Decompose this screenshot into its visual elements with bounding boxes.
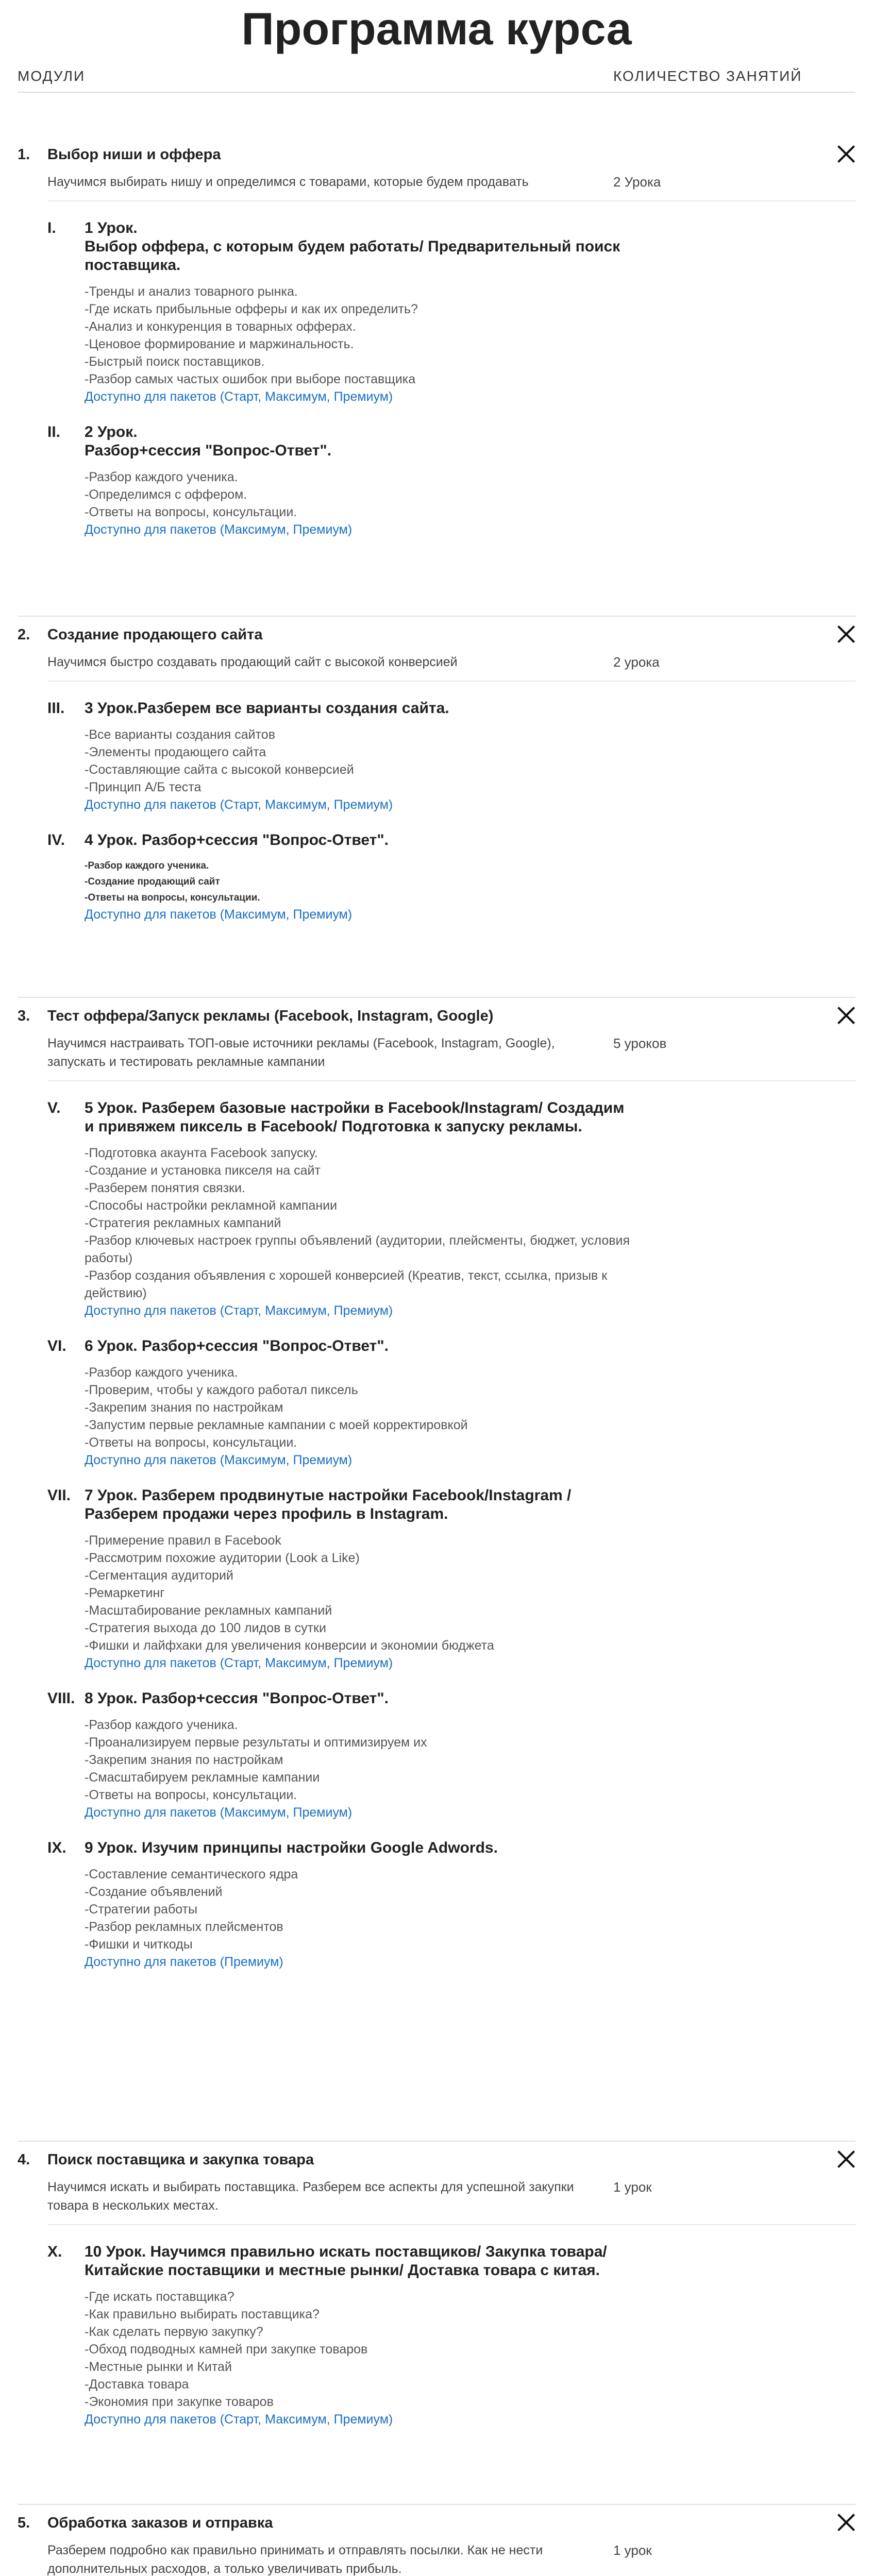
package-availability-link[interactable]: Доступно для пакетов (Старт, Максимум, Премиум)	[85, 389, 393, 404]
module-description-row	[47, 2541, 855, 2576]
lesson-topic: -Запустим первые рекламные кампании с моей корректировкой	[85, 1418, 468, 1432]
lesson	[47, 219, 855, 405]
module-description-row	[47, 653, 855, 682]
close-icon[interactable]	[837, 2150, 855, 2168]
lesson-title-line: 2 Урок.	[85, 423, 138, 440]
lesson-topic: -Быстрый поиск поставщиков.	[85, 354, 265, 369]
lesson-topic: -Стратегии работы	[85, 1902, 198, 1917]
lesson	[47, 699, 855, 814]
lesson-title-line: 7 Урок. Разберем продвинутые настройки Facebook/Instagram / Разберем продажи через профиль в Instagram.	[85, 1487, 572, 1522]
lesson-topic: -Обход подводных камней при закупке товаров	[85, 2342, 368, 2357]
lesson-count: 1 урок	[613, 2179, 652, 2195]
lesson-topic: -Ремаркетинг	[85, 1586, 165, 1600]
lesson-roman-number: IV.	[47, 832, 65, 849]
lesson-title	[85, 1099, 631, 1136]
lesson-topic: -Разберем понятия связки.	[85, 1181, 245, 1195]
module-header[interactable]	[18, 998, 855, 1034]
package-availability-link[interactable]: Доступно для пакетов (Премиум)	[85, 1955, 283, 1969]
lesson-topic: -Способы настройки рекламной кампании	[85, 1198, 338, 1213]
lesson-topic: -Разбор создания объявления с хорошей конверсией (Креатив, текст, ссылка, призыв к действию)	[85, 1268, 608, 1300]
module-2	[18, 616, 855, 923]
lesson-title-line: 4 Урок. Разбор+сессия "Вопрос-Ответ".	[85, 832, 389, 849]
lesson-title	[85, 1839, 631, 1857]
lesson-topic: -Рассмотрим похожие аудитории (Look a Like)	[85, 1551, 360, 1565]
lesson-topic: -Разбор ключевых настроек группы объявлений (аудитории, плейсменты, бюджет, условия работы)	[85, 1233, 630, 1265]
lesson	[47, 1486, 855, 1672]
lesson-topic: -Принцип А/Б теста	[85, 780, 202, 794]
lesson-topic: -Ответы на вопросы, консультации.	[85, 505, 297, 519]
module-1	[18, 137, 855, 538]
lesson-count: 2 урока	[613, 654, 660, 670]
lesson-roman-number: V.	[47, 1099, 61, 1116]
lesson-title-line: Разбор+сессия "Вопрос-Ответ".	[85, 442, 332, 459]
lesson-roman-number: VIII.	[47, 1690, 75, 1707]
lesson-topic: -Элементы продающего сайта	[85, 745, 266, 759]
lesson	[47, 1099, 855, 1319]
module-3	[18, 997, 855, 1971]
lesson-topic: -Местные рынки и Китай	[85, 2360, 232, 2374]
lesson-topic: -Анализ и конкуренция в товарных офферах.	[85, 319, 356, 334]
lesson-topic: -Подготовка акаунта Facebook запуску.	[85, 1146, 318, 1160]
package-availability-link[interactable]: Доступно для пакетов (Максимум, Премиум)	[85, 522, 352, 537]
lesson-title	[85, 1337, 631, 1355]
module-header[interactable]	[18, 137, 855, 173]
module-number: 2.	[18, 626, 30, 643]
lesson-topic: -Смасштабируем рекламные кампании	[85, 1770, 320, 1785]
lesson-topic: -Закрепим знания по настройкам	[85, 1753, 283, 1767]
module-title: Тест оффера/Запуск рекламы (Facebook, Instagram, Google)	[47, 1007, 494, 1024]
lesson-title-line: 5 Урок. Разберем базовые настройки в Facebook/Instagram/ Создадим и привяжем пиксель в Facebook/ Подготовка к запуску рекламы.	[85, 1099, 625, 1135]
module-title: Обработка заказов и отправка	[47, 2514, 273, 2531]
package-availability-link[interactable]: Доступно для пакетов (Максимум, Премиум)	[85, 907, 352, 922]
lesson-topic: -Разбор самых частых ошибок при выборе поставщика	[85, 372, 416, 386]
lesson-roman-number: VII.	[47, 1487, 71, 1504]
lesson-topic: -Стратегия рекламных кампаний	[85, 1216, 281, 1230]
lesson-count: 1 урок	[613, 2543, 652, 2558]
lesson-topic: -Составление семантического ядра	[85, 1867, 298, 1882]
package-availability-link[interactable]: Доступно для пакетов (Старт, Максимум, Премиум)	[85, 2412, 393, 2427]
lesson-topic: -Доставка товара	[85, 2377, 189, 2392]
lesson-topic: -Разбор каждого ученика.	[85, 1718, 238, 1732]
lesson-topic: -Примерение правил в Facebook	[85, 1533, 281, 1548]
lesson	[47, 1839, 855, 1971]
module-header[interactable]	[18, 2505, 855, 2541]
package-availability-link[interactable]: Доступно для пакетов (Старт, Максимум, Премиум)	[85, 1303, 393, 1318]
module-description: Научимся быстро создавать продающий сайт с высокой конверсией	[47, 655, 458, 669]
lesson-topic: -Тренды и анализ товарного рынка.	[85, 284, 298, 299]
module-number: 1.	[18, 146, 30, 163]
lesson-title-line: 6 Урок. Разбор+сессия "Вопрос-Ответ".	[85, 1337, 389, 1354]
lesson-topic: -Как правильно выбирать поставщика?	[85, 2307, 320, 2321]
lesson-title-line: 9 Урок. Изучим принципы настройки Google Adwords.	[85, 1839, 498, 1856]
lesson-topic: -Ценовое формирование и маржинальность.	[85, 337, 354, 351]
lesson-roman-number: II.	[47, 423, 61, 440]
lesson-title	[85, 423, 631, 460]
lesson-roman-number: I.	[47, 219, 56, 236]
lesson-title-line: Выбор оффера, с которым будем работать/ Предварительный поиск поставщика.	[85, 238, 620, 274]
module-description: Научимся настраивать ТОП-овые источники рекламы (Facebook, Instagram, Google), запускать и тестировать рекламные кампании	[47, 1036, 555, 1069]
lesson-topic: -Где искать поставщика?	[85, 2290, 234, 2304]
lesson-topic: -Проанализируем первые результаты и оптимизируем их	[85, 1735, 427, 1750]
lesson-topic: -Проверим, чтобы у каждого работал пиксель	[85, 1383, 358, 1397]
lesson	[47, 423, 855, 538]
package-availability-link[interactable]: Доступно для пакетов (Старт, Максимум, Премиум)	[85, 1656, 393, 1670]
lesson-roman-number: VI.	[47, 1337, 66, 1354]
module-number: 4.	[18, 2151, 30, 2168]
lesson-topic: -Масштабирование рекламных кампаний	[85, 1603, 332, 1618]
close-icon[interactable]	[837, 625, 855, 643]
lesson-topic: -Разбор каждого ученика.	[85, 860, 209, 871]
module-header[interactable]	[18, 2142, 855, 2178]
close-icon[interactable]	[837, 1006, 855, 1025]
lesson-topic: -Определимся с оффером.	[85, 487, 247, 502]
lesson	[47, 831, 855, 923]
lesson-topic: -Фишки и лайфхаки для увеличения конверсии и экономии бюджета	[85, 1638, 494, 1653]
lesson-title-line: 1 Урок.	[85, 219, 138, 236]
lesson-title	[85, 699, 631, 718]
lesson-topic: -Стратегия выхода до 100 лидов в сутки	[85, 1621, 326, 1635]
lesson-topic: -Экономия при закупке товаров	[85, 2395, 274, 2409]
close-icon[interactable]	[837, 2513, 855, 2532]
lesson-topic: -Фишки и читкоды	[85, 1937, 193, 1952]
lesson-topic: -Создание продающий сайт	[85, 876, 220, 887]
lesson	[47, 1337, 855, 1469]
lesson-topic: -Закрепим знания по настройкам	[85, 1400, 283, 1415]
close-icon[interactable]	[837, 145, 855, 163]
lesson-title	[85, 831, 631, 850]
lesson-topic: -Составляющие сайта с высокой конверсией	[85, 762, 354, 777]
lesson-roman-number: IX.	[47, 1839, 66, 1856]
module-description-row	[47, 2178, 855, 2225]
lesson-topic: -Ответы на вопросы, консультации.	[85, 892, 260, 903]
lesson-topic: -Разбор каждого ученика.	[85, 1365, 238, 1380]
module-header[interactable]	[18, 617, 855, 653]
module-title: Поиск поставщика и закупка товара	[47, 2151, 314, 2168]
lesson-roman-number: III.	[47, 700, 65, 717]
module-4	[18, 2141, 855, 2428]
lesson-count: 2 Урока	[613, 174, 661, 190]
lesson-topic: -Как сделать первую закупку?	[85, 2325, 263, 2339]
lesson-title	[85, 2243, 631, 2280]
lesson-topic: -Создание и установка пикселя на сайт	[85, 1163, 321, 1178]
lesson-title-line: 3 Урок.Разберем все варианты создания сайта.	[85, 700, 449, 717]
lesson-title	[85, 219, 631, 275]
lesson-title-line: 10 Урок. Научимся правильно искать поставщиков/ Закупка товара/ Китайские поставщики и местные рынки/ Доставка товара с китая.	[85, 2243, 607, 2279]
module-description-row	[47, 173, 855, 201]
lesson-topic: -Разбор каждого ученика.	[85, 470, 238, 484]
package-availability-link[interactable]: Доступно для пакетов (Максимум, Премиум)	[85, 1805, 352, 1820]
lesson-topic: -Ответы на вопросы, консультации.	[85, 1435, 297, 1450]
lesson	[47, 2243, 855, 2428]
module-5	[18, 2504, 855, 2576]
module-description: Научимся выбирать нишу и определимся с товарами, которые будем продавать	[47, 175, 529, 189]
module-description-row	[47, 1034, 855, 1081]
lesson-topic: -Создание объявлений	[85, 1885, 223, 1899]
package-availability-link[interactable]: Доступно для пакетов (Старт, Максимум, Премиум)	[85, 798, 393, 812]
lesson-topic: -Ответы на вопросы, консультации.	[85, 1788, 297, 1802]
module-description: Научимся искать и выбирать поставщика. Разберем все аспекты для успешной закупки товара в нескольких местах.	[47, 2180, 574, 2213]
modules-column-label: МОДУЛИ	[18, 68, 86, 84]
module-number: 5.	[18, 2514, 30, 2531]
lesson-topic: -Где искать прибыльные офферы и как их определить?	[85, 302, 418, 316]
module-title: Выбор ниши и оффера	[47, 146, 221, 163]
table-header	[18, 61, 855, 93]
lesson	[47, 1689, 855, 1821]
module-number: 3.	[18, 1007, 30, 1024]
lesson-topic: -Разбор рекламных плейсментов	[85, 1920, 283, 1934]
page-title: Программа курса	[241, 3, 632, 54]
module-title: Создание продающего сайта	[47, 626, 263, 643]
lesson-title	[85, 1689, 631, 1708]
lesson-roman-number: X.	[47, 2243, 62, 2260]
lesson-title-line: 8 Урок. Разбор+сессия "Вопрос-Ответ".	[85, 1690, 389, 1707]
lesson-topic: -Все варианты создания сайтов	[85, 727, 275, 742]
package-availability-link[interactable]: Доступно для пакетов (Максимум, Премиум)	[85, 1453, 352, 1467]
lesson-count: 5 уроков	[613, 1036, 667, 1051]
module-description: Разберем подробно как правильно принимать и отправлять посылки. Как не нести дополнительных расходов, а только увеличивать прибыль.	[47, 2543, 543, 2576]
lesson-topic: -Сегментация аудиторий	[85, 1568, 233, 1583]
count-column-label: КОЛИЧЕСТВО ЗАНЯТИЙ	[613, 68, 802, 84]
lesson-title	[85, 1486, 631, 1523]
